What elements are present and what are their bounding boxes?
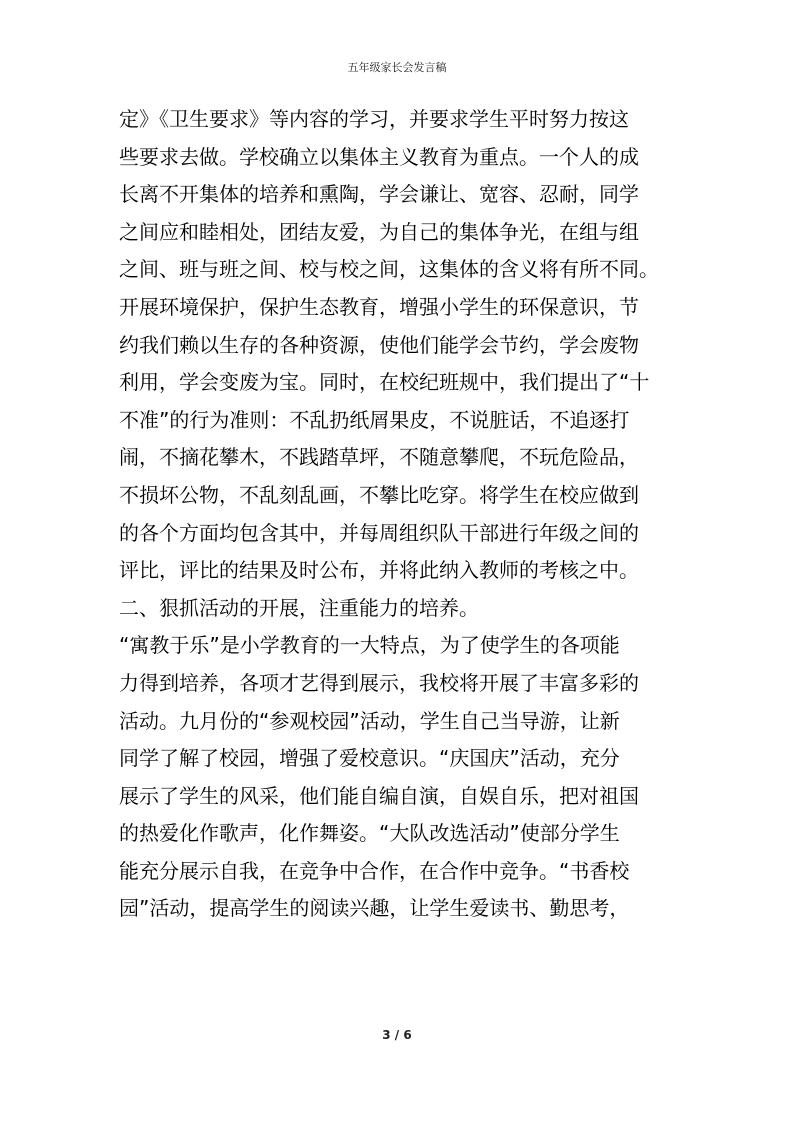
text-line: 开展环境保护，保护生态教育，增强小学生的环保意识，节 (119, 294, 639, 319)
text-line: 的各个方面均包含其中，并每周组织队干部进行年级之间的 (119, 520, 639, 545)
text-line: 之间、班与班之间、校与校之间，这集体的含义将有所不同。 (119, 257, 659, 282)
document-body (119, 101, 699, 928)
text-line: 利用，学会变废为宝。同时，在校纪班规中，我们提出了“十 (119, 370, 650, 395)
page-header-title: 五年级家长会发言稿 (347, 61, 447, 74)
text-line: 约我们赖以生存的各种资源，使他们能学会节约，学会废物 (119, 332, 639, 357)
text-line: 活动。九月份的“参观校园”活动，学生自己当导游，让新 (119, 708, 620, 733)
text-line: 不损坏公物，不乱刻乱画，不攀比吃穿。将学生在校应做到 (119, 482, 639, 507)
text-line: 展示了学生的风采，他们能自编自演，自娱自乐，把对祖国 (119, 783, 639, 808)
text-line: 同学了解了校园，增强了爱校意识。“庆国庆”活动，充分 (119, 746, 620, 771)
text-line: 长离不开集体的培养和熏陶，学会谦让、宽容、忍耐，同学 (119, 182, 639, 207)
text-line: 能充分展示自我，在竞争中合作，在合作中竞争。“书香校 (119, 858, 630, 883)
text-line: 些要求去做。学校确立以集体主义教育为重点。一个人的成 (119, 144, 639, 169)
text-line: 的热爱化作歌声，化作舞姿。“大队改选活动”使部分学生 (119, 821, 620, 846)
text-line: “寓教于乐”是小学教育的一大特点，为了使学生的各项能 (119, 633, 620, 658)
text-line: 力得到培养，各项才艺得到展示，我校将开展了丰富多彩的 (119, 670, 639, 695)
page-number: 3 / 6 (382, 1028, 412, 1042)
text-line: 评比，评比的结果及时公布，并将此纳入教师的考核之中。 (119, 558, 639, 583)
text-line: 园”活动，提高学生的阅读兴趣，让学生爱读书、勤思考， (119, 896, 630, 921)
section-heading: 二、狠抓活动的开展，注重能力的培养。 (119, 595, 479, 620)
text-line: 定》《卫生要求》等内容的学习，并要求学生平时努力按这 (119, 107, 629, 131)
text-line: 之间应和睦相处，团结友爱，为自己的集体争光，在组与组 (119, 219, 639, 244)
text-line: 不准”的行为准则：不乱扔纸屑果皮，不说脏话，不追逐打 (119, 407, 630, 432)
text-line: 闹，不摘花攀木，不践踏草坪，不随意攀爬，不玩危险品， (119, 445, 639, 470)
